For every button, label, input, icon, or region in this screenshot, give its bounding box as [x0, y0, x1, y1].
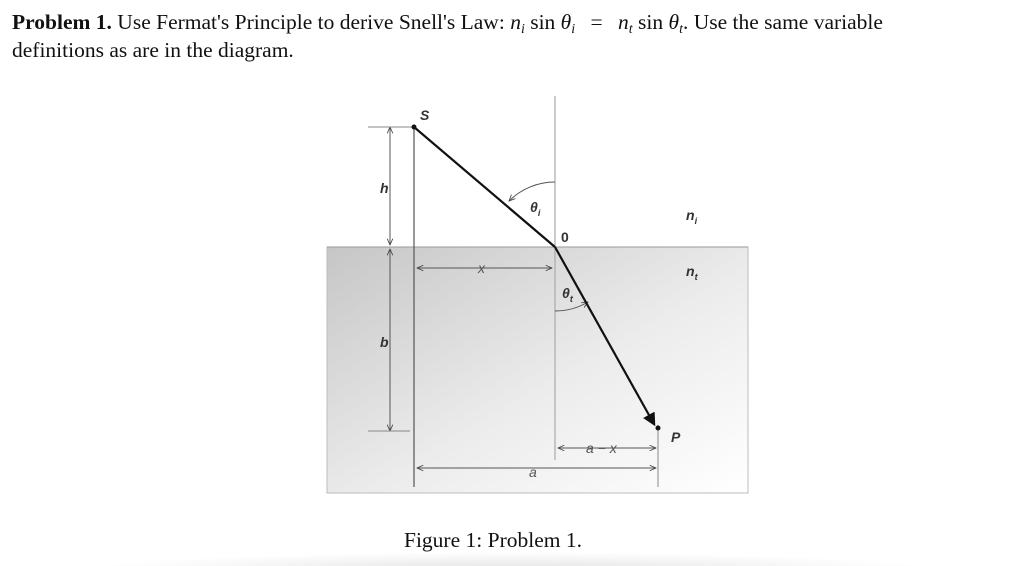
- label-a: a: [529, 464, 537, 480]
- snells-law-equation: $n_i$ $\sin \theta_i = n_t$ $\sin \theta_t$: [510, 10, 683, 37]
- label-s: S: [420, 107, 430, 123]
- page-bottom-shadow: [90, 552, 934, 566]
- label-theta-t: $\theta_t$: [562, 285, 573, 304]
- label-n-i: $n_i$: [686, 207, 698, 226]
- problem-intro: Use Fermat's Principle to derive Snell's Law:: [117, 10, 505, 34]
- problem-label: Problem 1.: [12, 10, 112, 34]
- problem-rest-line2: definitions as are in the diagram.: [12, 38, 294, 62]
- label-p: P: [671, 429, 681, 445]
- label-b: b: [380, 334, 389, 350]
- source-point: [412, 125, 417, 130]
- destination-point: [656, 426, 661, 431]
- figure-caption: Figure 1: Problem 1.: [404, 528, 582, 552]
- label-x: x: [478, 260, 485, 276]
- label-theta-i: $\theta_i$: [530, 199, 541, 218]
- label-a-minus-x: a − x: [586, 440, 617, 456]
- label-h: h: [380, 180, 389, 196]
- incident-ray: [414, 127, 555, 247]
- label-origin: 0: [561, 229, 569, 245]
- label-n-t: $n_t$: [686, 263, 698, 282]
- problem-rest-line1: . Use the same variable: [682, 10, 883, 34]
